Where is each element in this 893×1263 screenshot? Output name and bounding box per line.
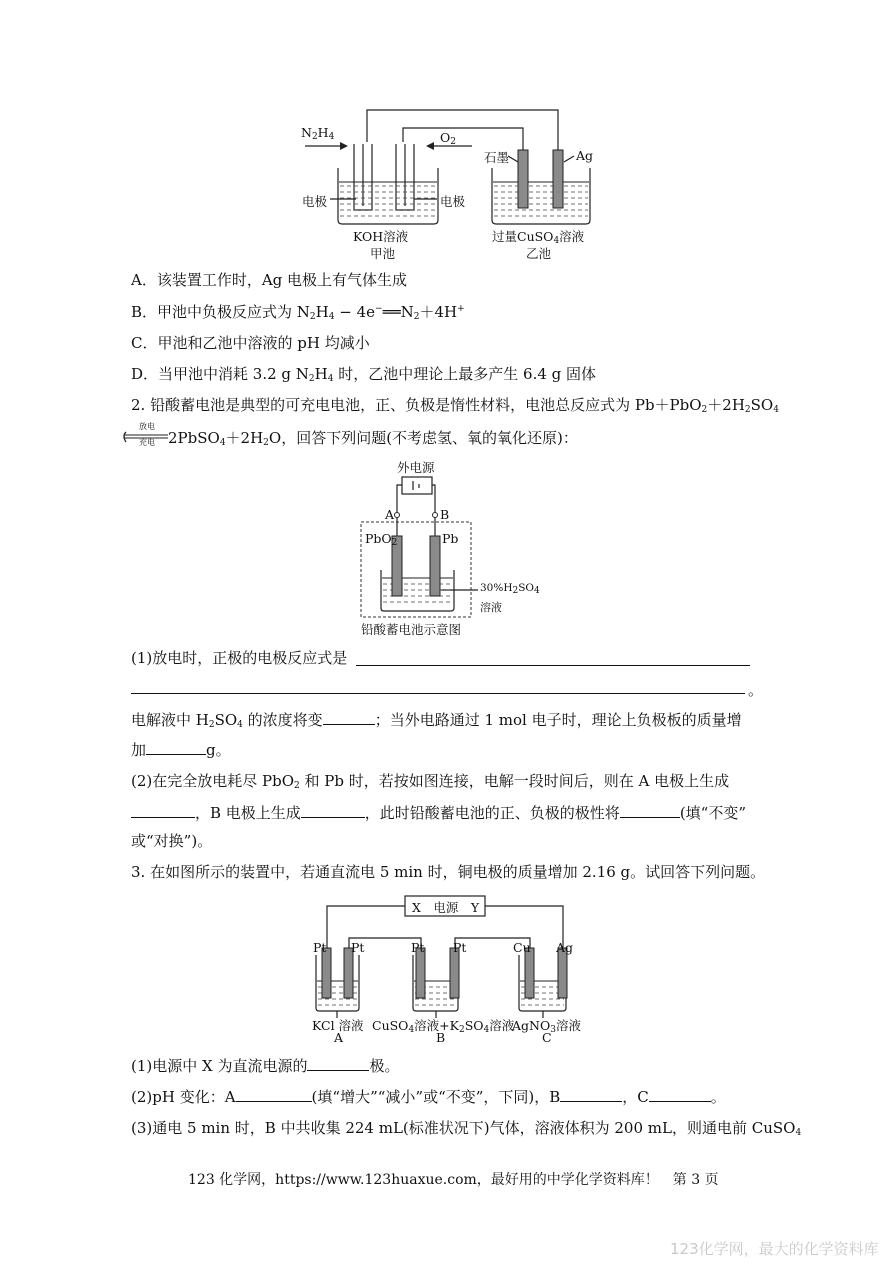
q3-1: (1)电源中 X 为直流电源的 极。 (131, 1057, 400, 1075)
fig3-cell-c-name: C (542, 1030, 552, 1045)
arrow-charge-label: 充电 (139, 438, 155, 447)
fig2-solution-label-2: 溶液 (480, 601, 502, 614)
q2-1-end-mark: 。 (748, 681, 764, 699)
q2-1-line3: 电解液中 $H_2SO_4$ 的浓度将变 ；当外电路通过 1 mol 电子时，理论上负极板的质量增 (131, 711, 742, 730)
site-watermark: 123化学网，最大的化学资料库 (670, 1240, 879, 1258)
ph-c-blank[interactable] (649, 1087, 711, 1102)
fig1-n2h4-label: $N_2H_4$ (301, 125, 335, 142)
ph-a-blank[interactable] (236, 1087, 312, 1102)
arrow-discharge-label: 放电 (139, 422, 155, 431)
fig2-terminal-b: B (440, 507, 450, 522)
fig1-cell-b-solution: 过量CuSO$_4$溶液 (492, 229, 585, 246)
option-c: C．甲池和乙池中溶液的 pH 均减小 (131, 334, 370, 352)
fig3-pt-4: Pt (453, 940, 467, 955)
q3-2: (2)pH 变化：A (填“增大”“减小”或“不变”，下同)，B ，C 。 (131, 1088, 726, 1106)
q2-2-line1: (2)在完全放电耗尽 PbO$_2$ 和 Pb 时，若按如图连接，电解一段时间后，则在 A 电极上生成 (131, 772, 730, 791)
fig2-power-label: 外电源 (397, 460, 435, 475)
fig2-pb-label: Pb (442, 531, 459, 546)
fig3-pt-2: Pt (351, 940, 365, 955)
fig3-pt-3: Pt (411, 940, 425, 955)
page-footer: 123 化学网，https://www.123huaxue.com，最好用的中学化学资料库！ 第 3 页 (188, 1172, 719, 1188)
fig3-cu: Cu (513, 940, 531, 955)
fig1-graphite-label: 石墨 (484, 150, 510, 165)
fig1-cell-b-name: 乙池 (526, 246, 552, 261)
q2-stem-line1: 2. 铅酸蓄电池是典型的可充电电池，正、负极是惰性材料，电池总反应式为 $Pb+PbO_2+2H_2SO_4$ (131, 396, 779, 415)
q2-1-line1: (1)放电时，正极的电极反应式是 (131, 649, 348, 667)
fig2-caption: 铅酸蓄电池示意图 (361, 622, 462, 637)
fig1-cell-a-solution: KOH溶液 (353, 229, 409, 244)
fig1-electrode-right: 电极 (440, 194, 466, 209)
fig3-cell-b-name: B (436, 1030, 446, 1045)
fig1-ag-label: Ag (576, 148, 594, 163)
fig3-cell-a-name: A (334, 1030, 344, 1045)
fig3-ag: Ag (556, 940, 574, 955)
q3-stem: 3. 在如图所示的装置中，若通直流电 5 min 时，铜电极的质量增加 2.16 g。试回答下列问题。 (131, 863, 766, 881)
fig2-solution-label: $30\%H_2SO_4$ (480, 582, 540, 596)
fig1-o2-label: $O_2$ (440, 130, 456, 147)
fig2-terminal-a: A (385, 507, 395, 522)
x-polarity-blank[interactable] (307, 1056, 369, 1071)
ph-b-blank[interactable] (560, 1087, 622, 1102)
fig2-pbo2-label: PbO$_2$ (365, 531, 398, 548)
q2-1-line4: 加 g。 (131, 741, 231, 759)
q2-stem-line2: $2PbSO_4+2H_2O$，回答下列问题(不考虑氢、氧的氧化还原)： (168, 429, 578, 448)
fig3-power-label: X 电源 Y (412, 900, 480, 915)
q3-3: (3)通电 5 min 时，B 中共收集 224 mL(标准状况下)气体，溶液体积为 200 mL，则通电前 CuSO$_4$ (131, 1119, 802, 1138)
fig1-cell-a-name: 甲池 (370, 246, 396, 261)
fig3-solution-a: KCl 溶液 (312, 1018, 364, 1033)
q2-2-line2: ，B 电极上生成 ，此时铅酸蓄电池的正、负极的极性将 (填“不变” (131, 803, 746, 823)
q2-2-line3: 或“对换”)。 (131, 832, 213, 850)
fig3-solution-b: CuSO$_4$溶液$+K_2SO_4$溶液 (372, 1018, 515, 1035)
option-a: A．该装置工作时，Ag 电极上有气体生成 (131, 271, 408, 289)
option-b: B．甲池中负极反应式为 $N_2H_4$ − $4e^-══N_2+4H^+$ (131, 303, 465, 322)
option-d: D．当甲池中消耗 3.2 g $N_2H_4$ 时，乙池中理论上最多产生 6.4 g 固体 (131, 365, 597, 384)
fig3-pt-1: Pt (313, 940, 327, 955)
fig1-electrode-left: 电极 (302, 194, 328, 209)
fig3-solution-c: AgNO$_3$溶液 (512, 1018, 581, 1035)
